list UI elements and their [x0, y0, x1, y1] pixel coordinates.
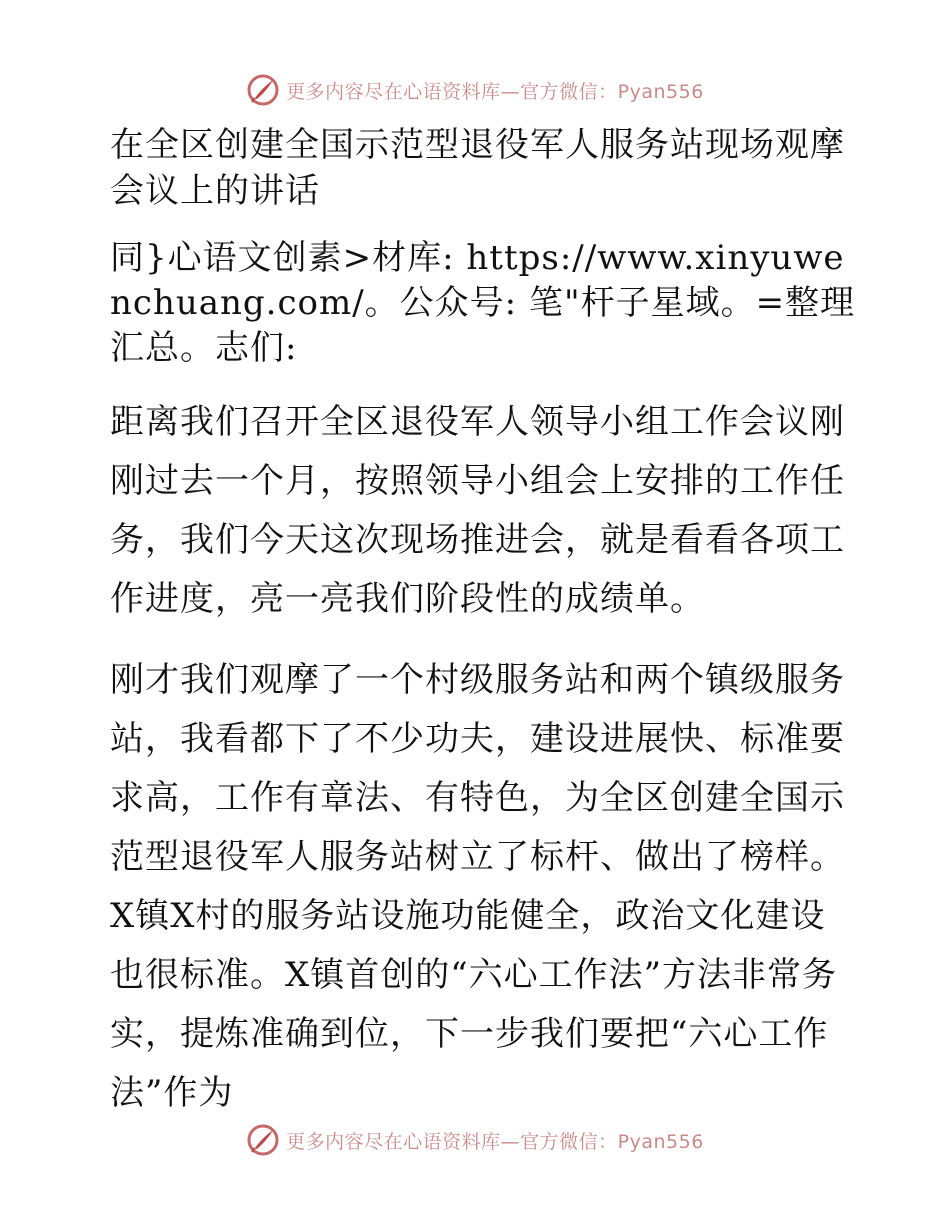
source-note: 同}心语文创素>材库: https://www.xinyuwenchuang.com/。公众号: 笔"杆子星域。=整理汇总。志们: [110, 238, 856, 368]
header-watermark-banner [0, 70, 950, 110]
paragraph-2: 刚才我们观摩了一个村级服务站和两个镇级服务站，我看都下了不少功夫，建设进展快、标准要求高，工作有章法、有特色，为全区创建全国示范型退役军人服务站树立了标杆、做出了榜样。X镇X村的服务站设施功能健全，政治文化建设也很标准。X镇首创的“六心工作法”方法非常务实，提炼准确到位，下一步我们要把“六心工作法”作为 [110, 660, 845, 1113]
document-title: 在全区创建全国示范型退役军人服务站现场观摩会议上的讲话 [110, 125, 845, 211]
document-body [98, 122, 858, 1145]
footer-watermark-banner [0, 1120, 950, 1160]
paragraph-1: 距离我们召开全区退役军人领导小组工作会议刚刚过去一个月，按照领导小组会上安排的工作任务，我们今天这次现场推进会，就是看看各项工作进度，亮一亮我们阶段性的成绩单。 [110, 402, 845, 619]
watermark-text: 更多内容尽在心语资料库—官方微信：Pyan556 [286, 1130, 704, 1153]
quill-logo-icon [246, 1123, 280, 1157]
quill-logo-icon [246, 73, 280, 107]
watermark-text: 更多内容尽在心语资料库—官方微信：Pyan556 [286, 80, 704, 103]
